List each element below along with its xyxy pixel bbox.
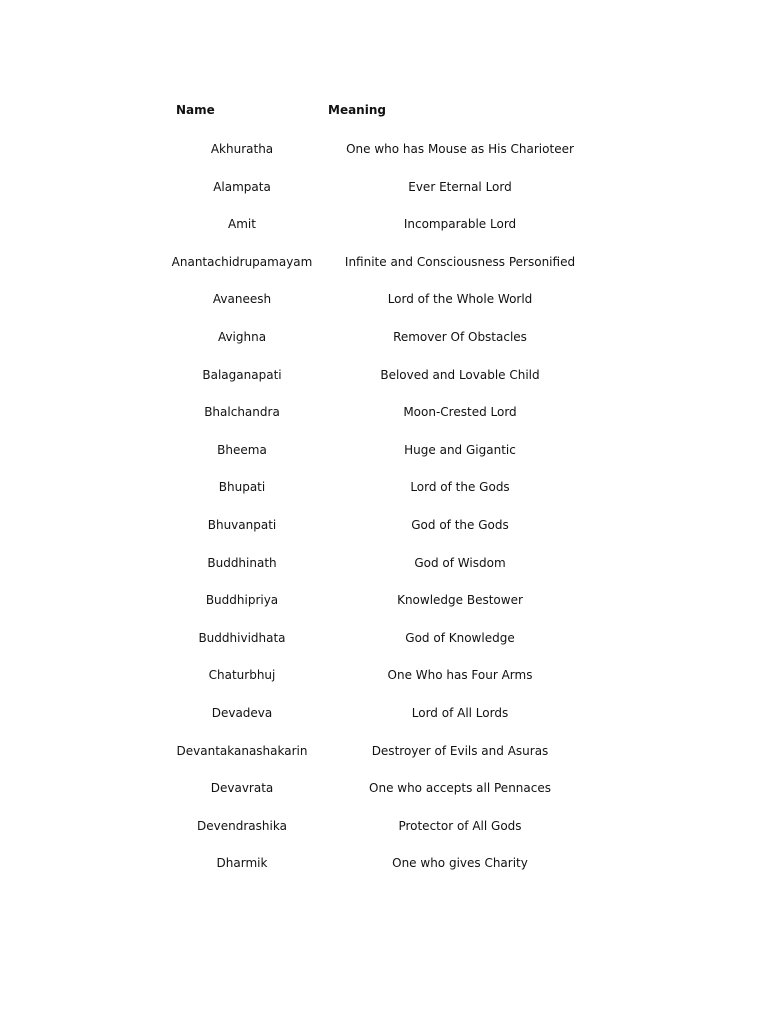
table-row (0, 328, 768, 366)
meaning-cell: Incomparable Lord (403, 217, 517, 232)
name-cell: Avaneesh (212, 292, 272, 307)
meaning-cell: One who accepts all Pennaces (369, 781, 551, 796)
name-cell: Bheema (217, 442, 267, 457)
header-name: Name (176, 103, 215, 117)
name-cell: Devadeva (211, 705, 273, 720)
name-cell: Bhalchandra (204, 405, 280, 420)
name-cell: Anantachidrupamayam (171, 254, 313, 269)
name-cell: Balaganapati (202, 367, 282, 382)
meaning-cell: Beloved and Lovable Child (380, 367, 540, 382)
meaning-cell: One Who has Four Arms (387, 668, 533, 683)
table-row (0, 215, 768, 253)
table-row (0, 140, 768, 178)
name-cell: Chaturbhuj (208, 668, 276, 683)
name-cell: Bhupati (218, 480, 266, 495)
meaning-cell: Infinite and Consciousness Personified (344, 254, 576, 269)
meaning-cell: One who gives Charity (392, 856, 528, 871)
table-row (0, 779, 768, 817)
name-cell: Devavrata (210, 781, 274, 796)
name-cell: Devantakanashakarin (176, 743, 308, 758)
table-header (0, 103, 768, 121)
meaning-cell: Knowledge Bestower (397, 593, 523, 608)
name-cell: Dharmik (216, 856, 268, 871)
meaning-cell: Remover Of Obstacles (393, 329, 527, 344)
table-row (0, 290, 768, 328)
table-row (0, 516, 768, 554)
meaning-cell: God of the Gods (411, 517, 509, 532)
table-row (0, 666, 768, 704)
header-meaning: Meaning (328, 103, 386, 117)
name-cell: Buddhinath (207, 555, 277, 570)
name-cell: Alampata (213, 179, 271, 194)
name-cell: Buddhividhata (198, 630, 286, 645)
name-cell: Buddhipriya (205, 593, 279, 608)
meaning-cell: Protector of All Gods (398, 818, 522, 833)
table-row (0, 742, 768, 780)
meaning-cell: God of Knowledge (405, 630, 515, 645)
meaning-cell: Huge and Gigantic (404, 442, 516, 457)
table-body (0, 140, 768, 892)
table-row (0, 253, 768, 291)
table-row (0, 854, 768, 892)
table-row (0, 554, 768, 592)
table-row (0, 366, 768, 404)
table-row (0, 817, 768, 855)
table-row (0, 478, 768, 516)
name-cell: Devendrashika (197, 818, 287, 833)
meaning-cell: Lord of All Lords (411, 705, 509, 720)
table-row (0, 704, 768, 742)
table-row (0, 629, 768, 667)
meaning-cell: Moon-Crested Lord (403, 405, 517, 420)
table-row (0, 403, 768, 441)
meaning-cell: Ever Eternal Lord (408, 179, 512, 194)
table-row (0, 591, 768, 629)
meaning-cell: Lord of the Gods (410, 480, 510, 495)
name-cell: Bhuvanpati (207, 517, 277, 532)
meaning-cell: One who has Mouse as His Charioteer (346, 142, 574, 156)
name-cell: Amit (228, 217, 256, 232)
table-row (0, 441, 768, 479)
meaning-cell: God of Wisdom (414, 555, 506, 570)
name-cell: Avighna (217, 329, 267, 344)
name-cell: Akhuratha (210, 142, 274, 156)
meaning-cell: Destroyer of Evils and Asuras (371, 743, 549, 758)
meaning-cell: Lord of the Whole World (387, 292, 533, 307)
table-row (0, 178, 768, 216)
